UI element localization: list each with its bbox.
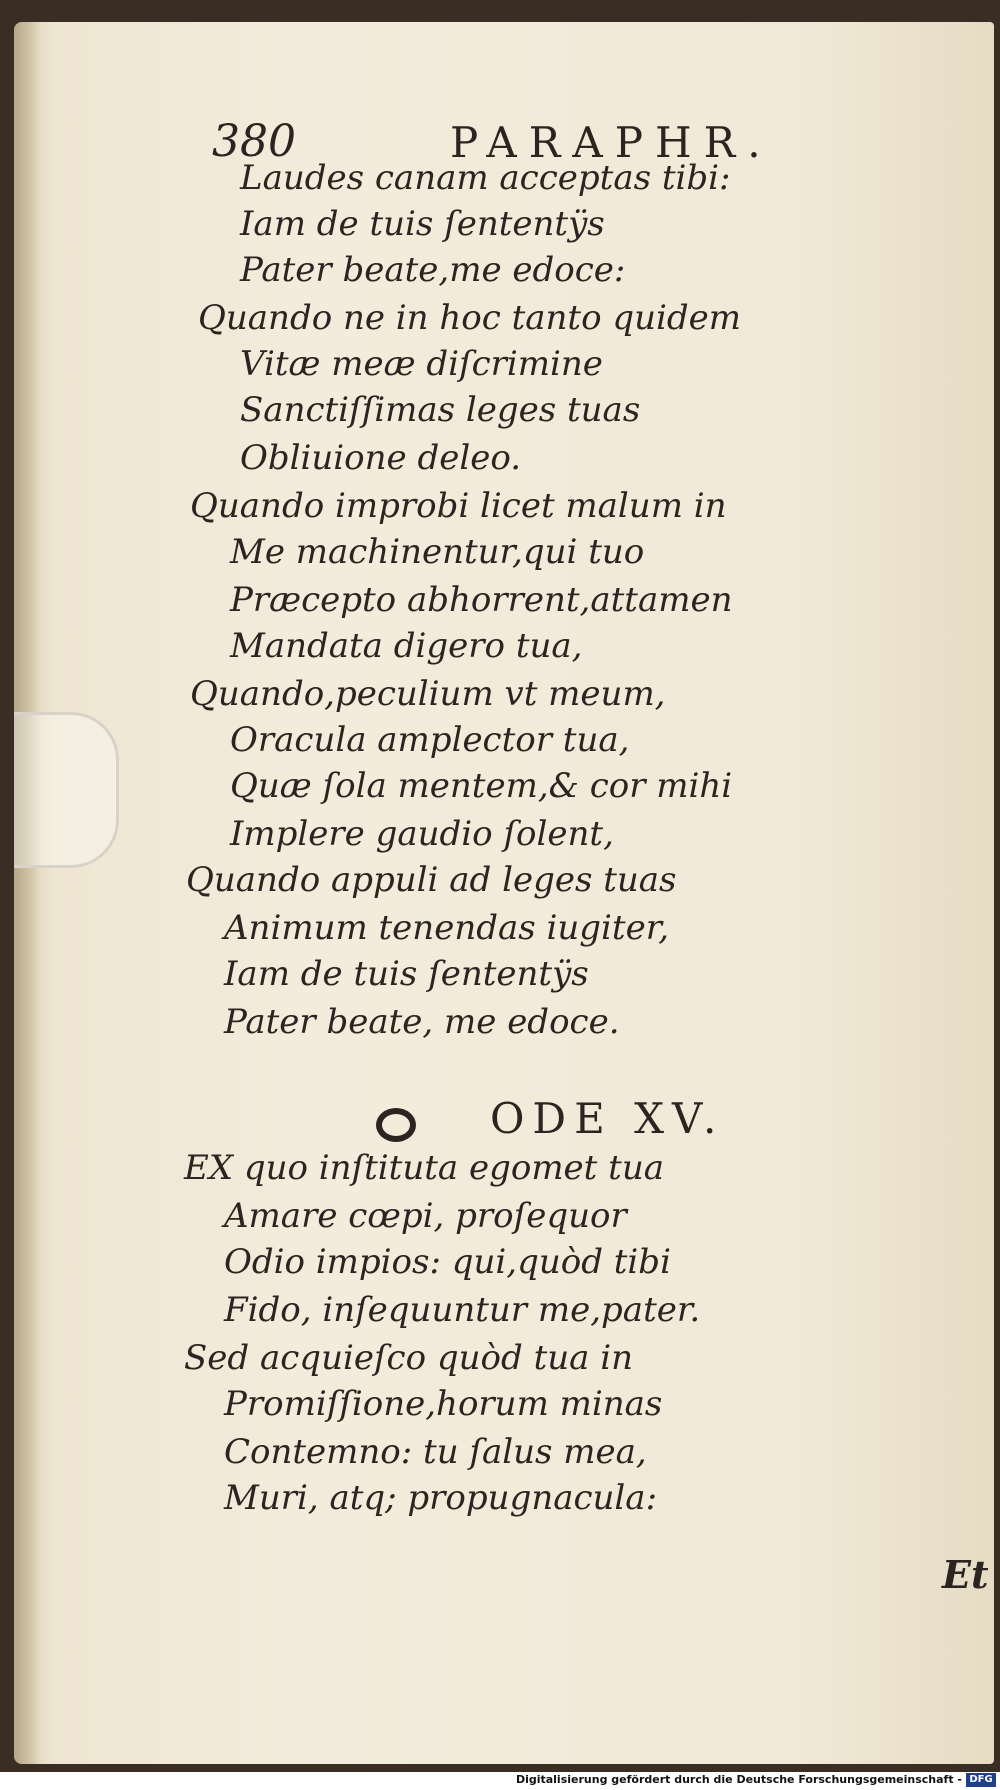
verse-line: Quando improbi licet malum in <box>190 486 727 526</box>
verse-line: EX quo inſtituta egomet tua <box>184 1148 664 1188</box>
verse-line: Quæ ſola mentem,& cor mihi <box>230 766 733 806</box>
verse-line: Muri, atq; propugnacula: <box>224 1478 658 1518</box>
verse-line: Sed acquieſco quòd tua in <box>184 1338 633 1378</box>
ode-title: ODE XV. <box>490 1094 725 1143</box>
verse-line: Sanctiſſimas leges tuas <box>240 390 641 430</box>
verse-line: Implere gaudio ſolent, <box>230 814 614 854</box>
verse-line: Quando ne in hoc tanto quidem <box>198 298 742 338</box>
verse-line: Laudes canam acceptas tibi: <box>240 158 731 198</box>
verse-line: Promiſſione,horum minas <box>224 1384 663 1424</box>
page-clip <box>14 712 119 868</box>
book-page <box>14 22 994 1764</box>
verse-line: Me machinentur,qui tuo <box>230 532 645 572</box>
funding-credit: Digitalisierung gefördert durch die Deutsche Forschungsgemeinschaft - <box>515 1773 962 1786</box>
verse-line: Contemno: tu ſalus mea, <box>224 1432 647 1472</box>
verse-line: Amare cœpi, proſequor <box>224 1196 627 1236</box>
verse-line: Quando appuli ad leges tuas <box>186 860 677 900</box>
ornament-icon <box>376 1108 416 1142</box>
dfg-logo: DFG <box>966 1773 996 1787</box>
verse-line: Præcepto abhorrent,attamen <box>230 580 733 620</box>
verse-line: Obliuione deleo. <box>240 438 522 478</box>
verse-line: Fido, inſequuntur me,pater. <box>224 1290 701 1330</box>
page-number: 380 <box>212 116 296 167</box>
verse-line: Iam de tuis ſententÿs <box>240 204 605 244</box>
footer-bar <box>0 1772 1000 1790</box>
ode-heading <box>14 1094 994 1154</box>
running-head: PARAPHR. <box>450 118 773 167</box>
verse-line: Iam de tuis ſententÿs <box>224 954 589 994</box>
verse-line: Pater beate,me edoce: <box>240 250 626 290</box>
verse-line: Pater beate, me edoce. <box>224 1002 620 1042</box>
verse-line: Oracula amplector tua, <box>230 720 630 760</box>
verse-line: Odio impios: qui,quòd tibi <box>224 1242 671 1282</box>
verse-line: Vitæ meæ diſcrimine <box>240 344 603 384</box>
verse-line: Mandata digero tua, <box>230 626 583 666</box>
catchword: Et <box>942 1552 989 1597</box>
verse-line: Animum tenendas iugiter, <box>224 908 670 948</box>
verse-line: Quando,peculium vt meum, <box>190 674 666 714</box>
